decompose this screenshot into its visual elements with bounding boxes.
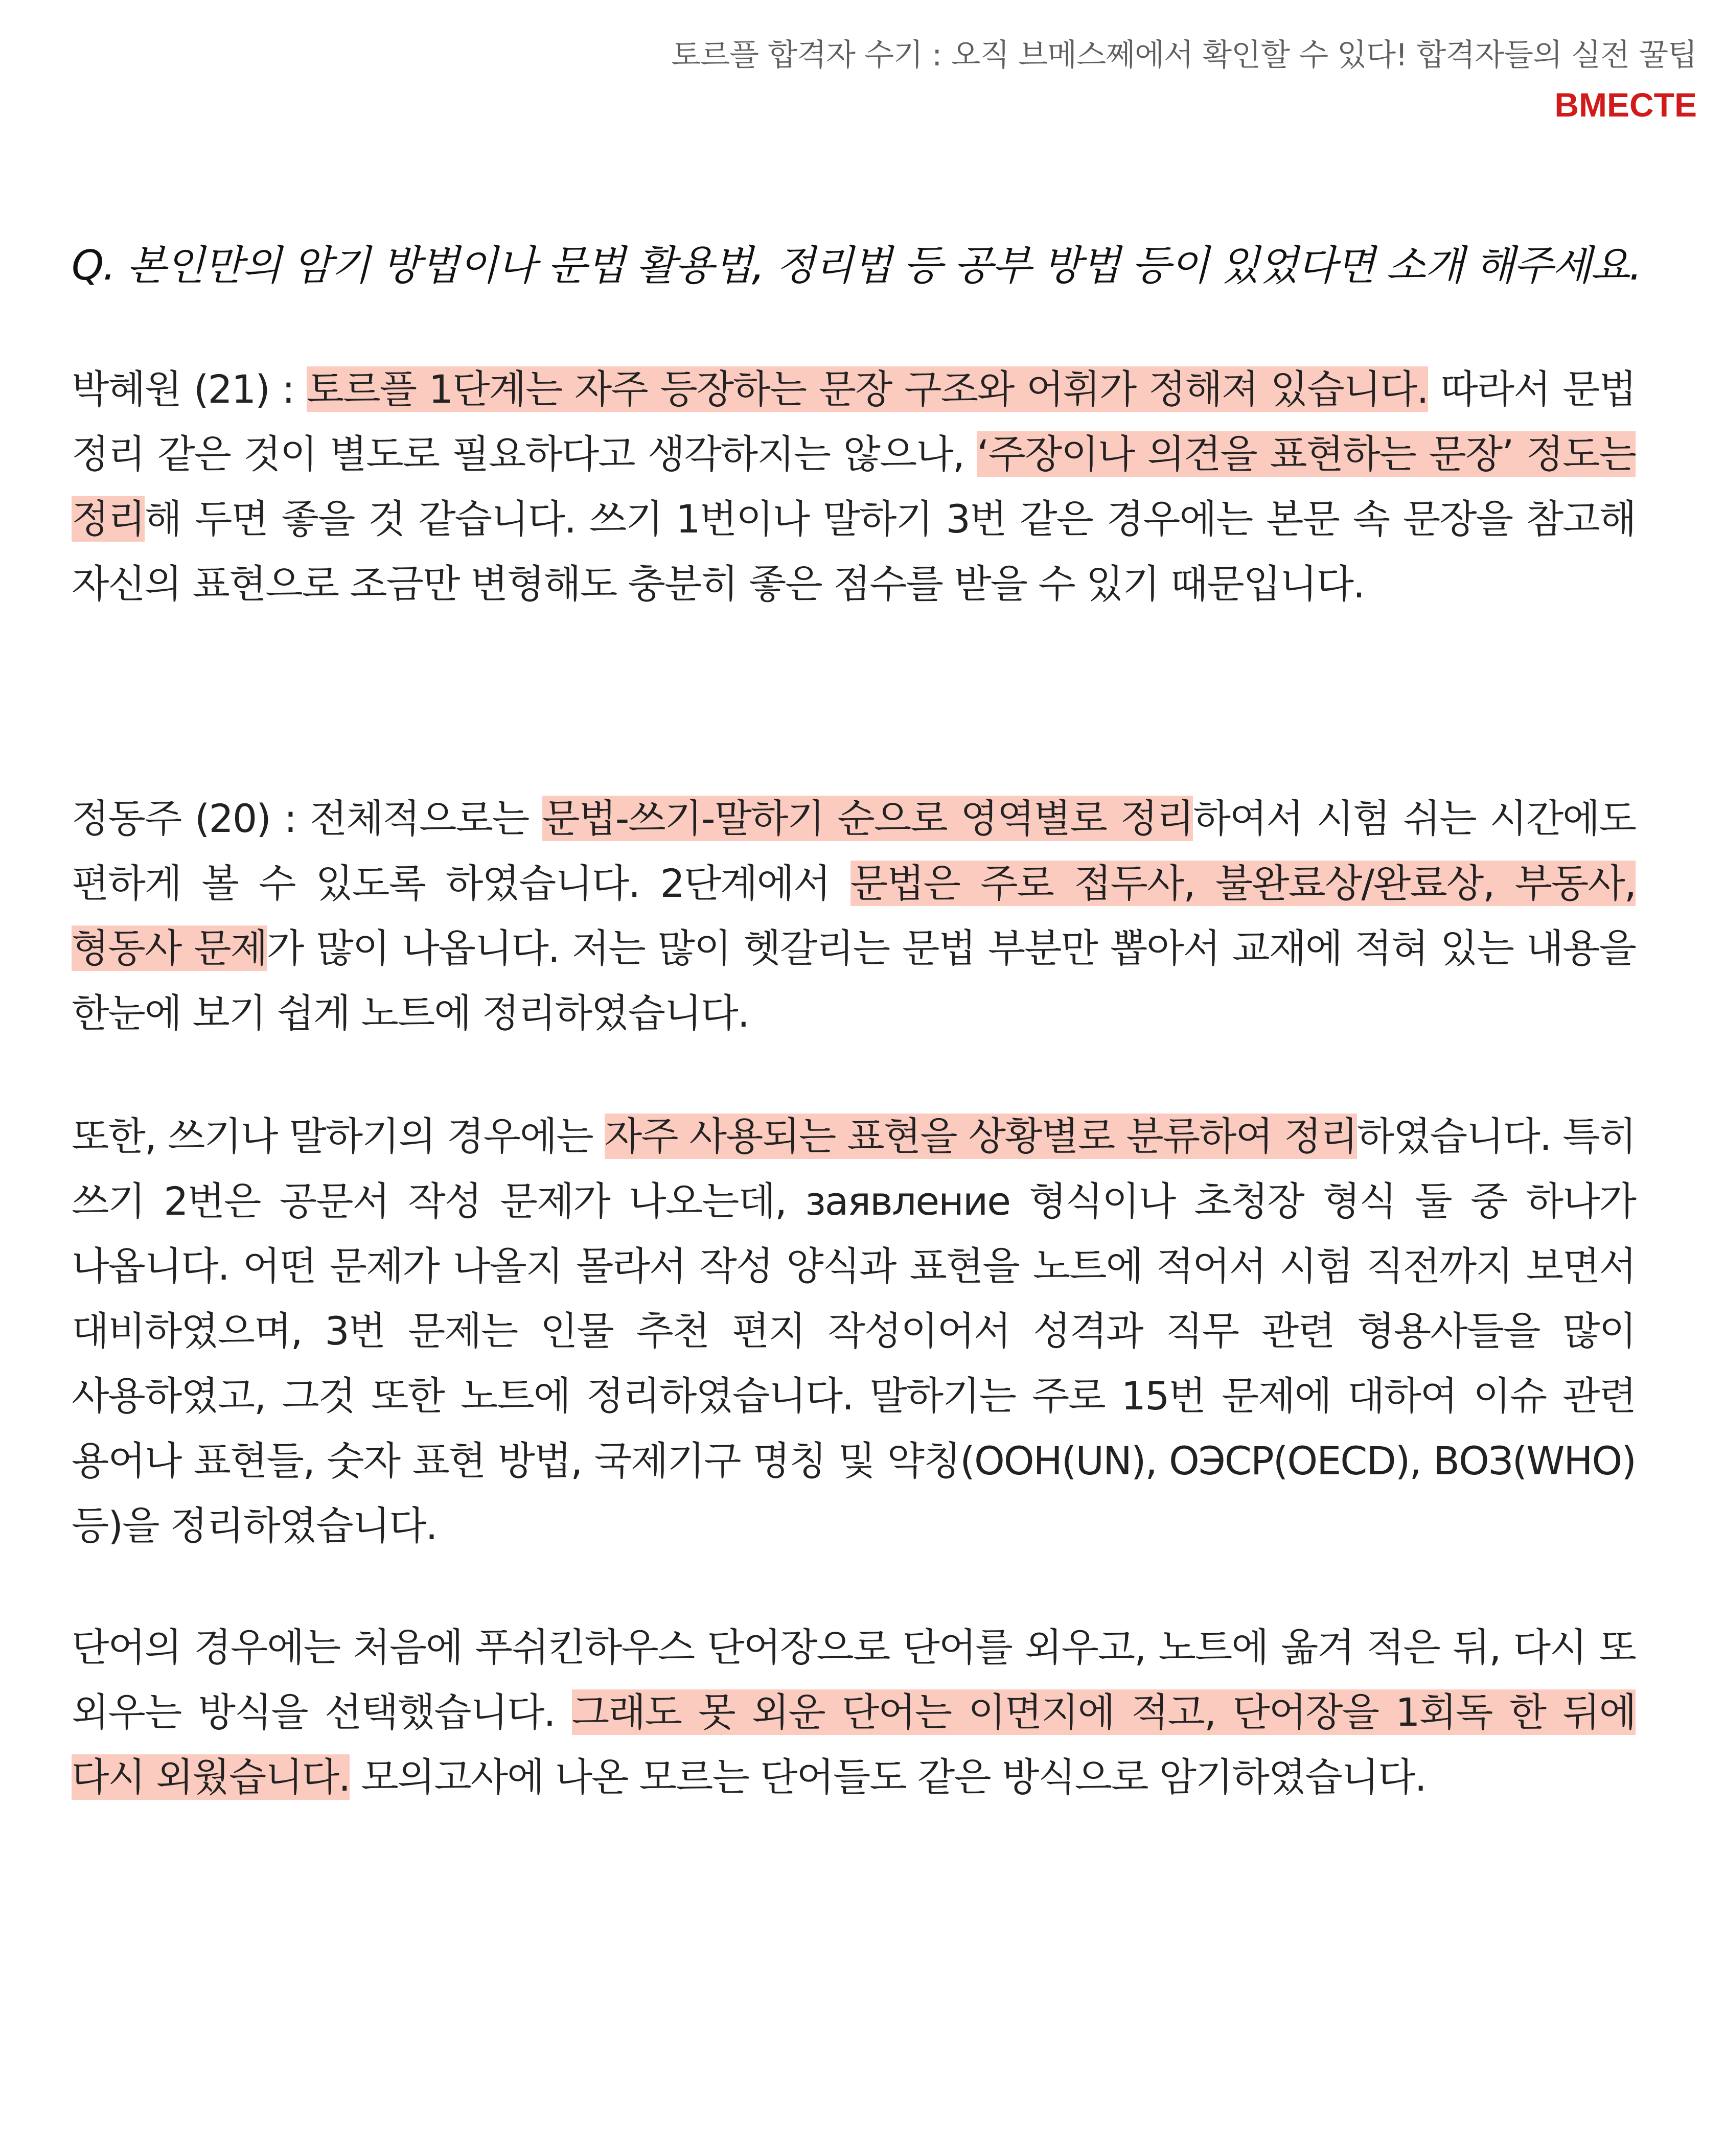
body-text: 해 두면 좋을 것 같습니다. 쓰기 1번이나 말하기 3번 같은 경우에는 본문 속 문장을 참고해 자신의 표현으로 조금만 변형해도 충분히 좋은 점수를 받을 수 있기 때문입니다. xyxy=(72,496,1636,607)
brand-logo: BMECTE xyxy=(1554,86,1697,124)
highlight-text: 자주 사용되는 표현을 상황별로 분류하여 정리 xyxy=(604,1114,1357,1159)
body-text: 단어의 경우에는 처음에 푸쉬킨하우스 단어장으로 단어를 외우고, 노트에 옮겨 적은 뒤, 다시 또 외우는 방식을 선택했습니다. xyxy=(72,1625,1636,1735)
page-header xyxy=(671,37,1697,124)
highlight-text: ‘주장이나 의견을 표현하는 문장’ 정도는 정리 xyxy=(72,431,1636,542)
body-text: 하여서 시험 쉬는 시간에도 편하게 볼 수 있도록 하였습니다. 2단계에서 xyxy=(72,796,1636,906)
highlight-text: 문법-쓰기-말하기 순으로 영역별로 정리 xyxy=(542,796,1193,841)
highlight-text: 문법은 주로 접두사, 불완료상/완료상, 부동사, 형동사 문제 xyxy=(72,861,1636,971)
body-text: 모의고사에 나온 모르는 단어들도 같은 방식으로 암기하였습니다. xyxy=(350,1754,1426,1800)
header-title: 토르플 합격자 수기 : 오직 브메스쩨에서 확인할 수 있다! 합격자들의 실전 꿀팁 xyxy=(671,37,1697,73)
answer-jung-1 xyxy=(72,786,1636,1046)
question-heading: Q. 본인만의 암기 방법이나 문법 활용법, 정리법 등 공부 방법 등이 있었다면 소개 해주세요. xyxy=(72,242,1641,289)
answer-park xyxy=(72,357,1636,616)
body-text: 따라서 문법 정리 같은 것이 별도로 필요하다고 생각하지는 않으나, xyxy=(72,366,1636,477)
body-text: 또한, 쓰기나 말하기의 경우에는 xyxy=(72,1114,605,1159)
speaker-park: 박혜원 (21) : xyxy=(72,366,307,412)
speaker-jung: 정동주 (20) : 전체적으로는 xyxy=(72,796,542,841)
body-text: 가 많이 나옵니다. 저는 많이 헷갈리는 문법 부분만 뽑아서 교재에 적혀 있는 내용을 한눈에 보기 쉽게 노트에 정리하였습니다. xyxy=(72,925,1636,1036)
highlight-text: 그래도 못 외운 단어는 이면지에 적고, 단어장을 1회독 한 뒤에 다시 외웠습니다. xyxy=(72,1689,1636,1800)
highlight-text: 토르플 1단계는 자주 등장하는 문장 구조와 어휘가 정해져 있습니다. xyxy=(306,366,1428,412)
answer-jung-2 xyxy=(72,1104,1636,1558)
body-text: 하였습니다. 특히 쓰기 2번은 공문서 작성 문제가 나오는데, заявление 형식이나 초청장 형식 둘 중 하나가 나옵니다. 어떤 문제가 나올지 몰라서 작성 양식과 표현을 노트에 적어서 시험 직전까지 보면서 대비하였으며, 3번 문제는 인물 추천 편지 작성이어서 성격과 직무 관련 형용사들을 많이 사용하였고, 그것 또한 노트에 정리하였습니다. 말하기는 주로 15번 문제에 대하여 이슈 관련 용어나 표현들, 숫자 표현 방법, 국제기구 명칭 및 약칭(ООН(UN), ОЭСР(OECD), ВОЗ(WHO) 등)을 정리하였습니다. xyxy=(72,1114,1636,1548)
answer-jung-3 xyxy=(72,1615,1636,1810)
